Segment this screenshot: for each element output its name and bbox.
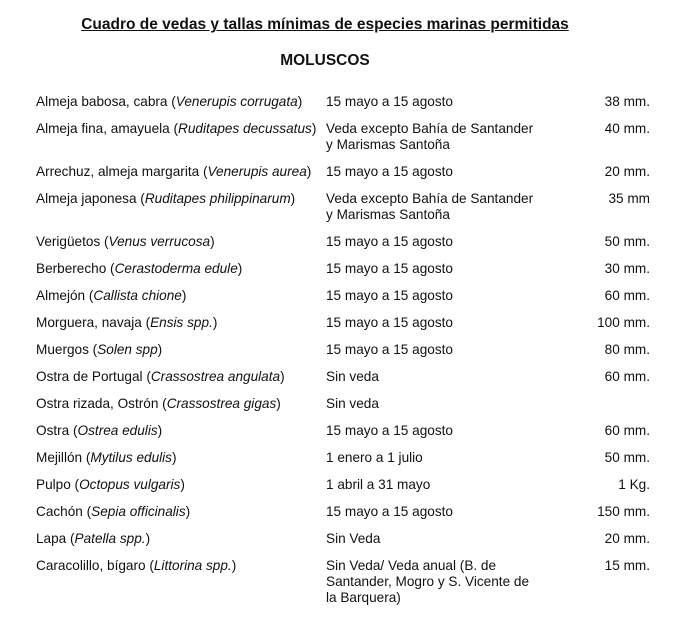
common-name: Almeja japonesa ( <box>36 191 145 206</box>
table-row <box>0 288 690 304</box>
minimum-size: 50 mm. <box>604 450 650 465</box>
minimum-size: 40 mm. <box>604 121 650 136</box>
closing-paren: ) <box>180 477 185 492</box>
common-name: Caracolillo, bígaro ( <box>36 558 154 573</box>
table-row <box>0 477 690 493</box>
minimum-size: 1 Kg. <box>618 477 650 492</box>
table-row <box>0 558 690 606</box>
closing-paren: ) <box>157 423 163 438</box>
table-row <box>0 342 690 358</box>
closed-season: Sin Veda/ Veda anual (B. de Santander, Mogro y S. Vicente de la Barquera) <box>326 558 530 605</box>
scientific-name: Crassostrea angulata <box>150 369 281 384</box>
table-row <box>0 315 690 331</box>
common-name: Morguera, navaja ( <box>36 315 151 330</box>
closed-season: 15 mayo a 15 agosto <box>326 94 453 109</box>
closing-paren: ) <box>185 504 191 519</box>
closed-season: 15 mayo a 15 agosto <box>326 342 453 357</box>
closed-season: 15 mayo a 15 agosto <box>326 504 453 519</box>
common-name: Lapa ( <box>36 531 75 546</box>
minimum-size: 20 mm. <box>604 164 650 179</box>
closing-paren: ) <box>231 558 237 573</box>
scientific-name: Mytilus edulis <box>90 450 172 465</box>
closed-season: 15 mayo a 15 agosto <box>326 423 453 438</box>
scientific-name: Littorina spp. <box>153 558 232 573</box>
species-name <box>36 423 326 439</box>
species-name <box>36 558 326 606</box>
species-name <box>36 164 326 180</box>
table-row <box>0 396 690 412</box>
species-table <box>0 94 690 606</box>
minimum-size: 20 mm. <box>604 531 650 546</box>
scientific-name: Venus verrucosa <box>108 234 211 249</box>
species-name <box>36 234 326 250</box>
scientific-name: Crassostrea gigas <box>166 396 277 411</box>
species-name <box>36 504 326 520</box>
closed-season: 15 mayo a 15 agosto <box>326 234 453 249</box>
species-name <box>36 121 326 153</box>
closed-season: Veda excepto Bahía de Santander y Marismas Santoña <box>326 191 534 222</box>
table-row <box>0 504 690 520</box>
closing-paren: ) <box>280 369 285 384</box>
common-name: Berberecho ( <box>36 261 115 276</box>
common-name: Cachón ( <box>36 504 92 519</box>
closing-paren: ) <box>145 531 151 546</box>
common-name: Ostra ( <box>36 423 78 438</box>
minimum-size: 80 mm. <box>604 342 650 357</box>
common-name: Ostra rizada, Ostrón ( <box>36 396 167 411</box>
minimum-size: 60 mm. <box>604 369 650 384</box>
minimum-size <box>536 396 650 412</box>
table-row <box>0 531 690 547</box>
closing-paren: ) <box>181 288 187 303</box>
species-name <box>36 531 326 547</box>
minimum-size: 100 mm. <box>597 315 650 330</box>
species-name <box>36 261 326 277</box>
common-name: Arrechuz, almeja margarita ( <box>36 164 208 179</box>
common-name: Muergos ( <box>36 342 98 357</box>
scientific-name: Patella spp. <box>74 531 146 546</box>
minimum-size: 15 mm. <box>604 558 650 573</box>
common-name: Pulpo ( <box>36 477 80 492</box>
closed-season: 15 mayo a 15 agosto <box>326 288 453 303</box>
table-row <box>0 234 690 250</box>
scientific-name: Ruditapes philippinarum <box>144 191 291 206</box>
species-name <box>36 477 326 493</box>
table-row <box>0 164 690 180</box>
closed-season: Sin veda <box>326 396 379 411</box>
species-name <box>36 315 326 331</box>
document-title: Cuadro de vedas y tallas mínimas de especies marinas permitidas <box>81 16 569 33</box>
species-name <box>36 396 326 412</box>
closed-season: 15 mayo a 15 agosto <box>326 315 453 330</box>
closing-paren: ) <box>306 164 312 179</box>
closing-paren: ) <box>311 121 317 136</box>
scientific-name: Ensis spp. <box>150 315 213 330</box>
species-name <box>36 288 326 304</box>
minimum-size: 50 mm. <box>604 234 650 249</box>
scientific-name: Sepia officinalis <box>91 504 186 519</box>
closed-season: Veda excepto Bahía de Santander y Marismas Santoña <box>326 121 534 152</box>
closed-season: 15 mayo a 15 agosto <box>326 261 453 276</box>
closing-paren: ) <box>210 234 215 249</box>
scientific-name: Octopus vulgaris <box>79 477 181 492</box>
closing-paren: ) <box>276 396 281 411</box>
section-heading: MOLUSCOS <box>280 52 370 69</box>
table-row <box>0 423 690 439</box>
scientific-name: Ostrea edulis <box>77 423 158 438</box>
common-name: Almeja babosa, cabra ( <box>36 94 176 109</box>
closing-paren: ) <box>237 261 243 276</box>
table-row <box>0 261 690 277</box>
closed-season: 15 mayo a 15 agosto <box>326 164 453 179</box>
closing-paren: ) <box>212 315 218 330</box>
minimum-size: 60 mm. <box>604 423 650 438</box>
minimum-size: 60 mm. <box>604 288 650 303</box>
common-name: Almejón ( <box>36 288 94 303</box>
closed-season: Sin veda <box>326 369 379 384</box>
common-name: Almeja fina, amayuela ( <box>36 121 179 136</box>
scientific-name: Venerupis corrugata <box>175 94 298 109</box>
scientific-name: Venerupis aurea <box>207 164 307 179</box>
scientific-name: Solen spp <box>97 342 158 357</box>
common-name: Verigüetos ( <box>36 234 109 249</box>
closing-paren: ) <box>290 191 296 206</box>
closed-season: 1 enero a 1 julio <box>326 450 423 465</box>
table-row <box>0 191 690 223</box>
minimum-size: 30 mm. <box>604 261 650 276</box>
table-row <box>0 121 690 153</box>
closing-paren: ) <box>171 450 177 465</box>
minimum-size: 38 mm. <box>604 94 650 109</box>
species-name <box>36 191 326 223</box>
species-name <box>36 450 326 466</box>
species-name <box>36 369 326 385</box>
scientific-name: Callista chione <box>93 288 182 303</box>
closing-paren: ) <box>297 94 303 109</box>
table-row <box>0 94 690 110</box>
table-row <box>0 369 690 385</box>
table-row <box>0 450 690 466</box>
scientific-name: Cerastoderma edule <box>114 261 238 276</box>
scientific-name: Ruditapes decussatus <box>178 121 312 136</box>
common-name: Ostra de Portugal ( <box>36 369 151 384</box>
closed-season: 1 abril a 31 mayo <box>326 477 431 492</box>
closing-paren: ) <box>157 342 163 357</box>
minimum-size: 35 mm <box>608 191 650 206</box>
species-name <box>36 342 326 358</box>
minimum-size: 150 mm. <box>597 504 650 519</box>
common-name: Mejillón ( <box>36 450 91 465</box>
species-name <box>36 94 326 110</box>
closed-season: Sin Veda <box>326 531 381 546</box>
